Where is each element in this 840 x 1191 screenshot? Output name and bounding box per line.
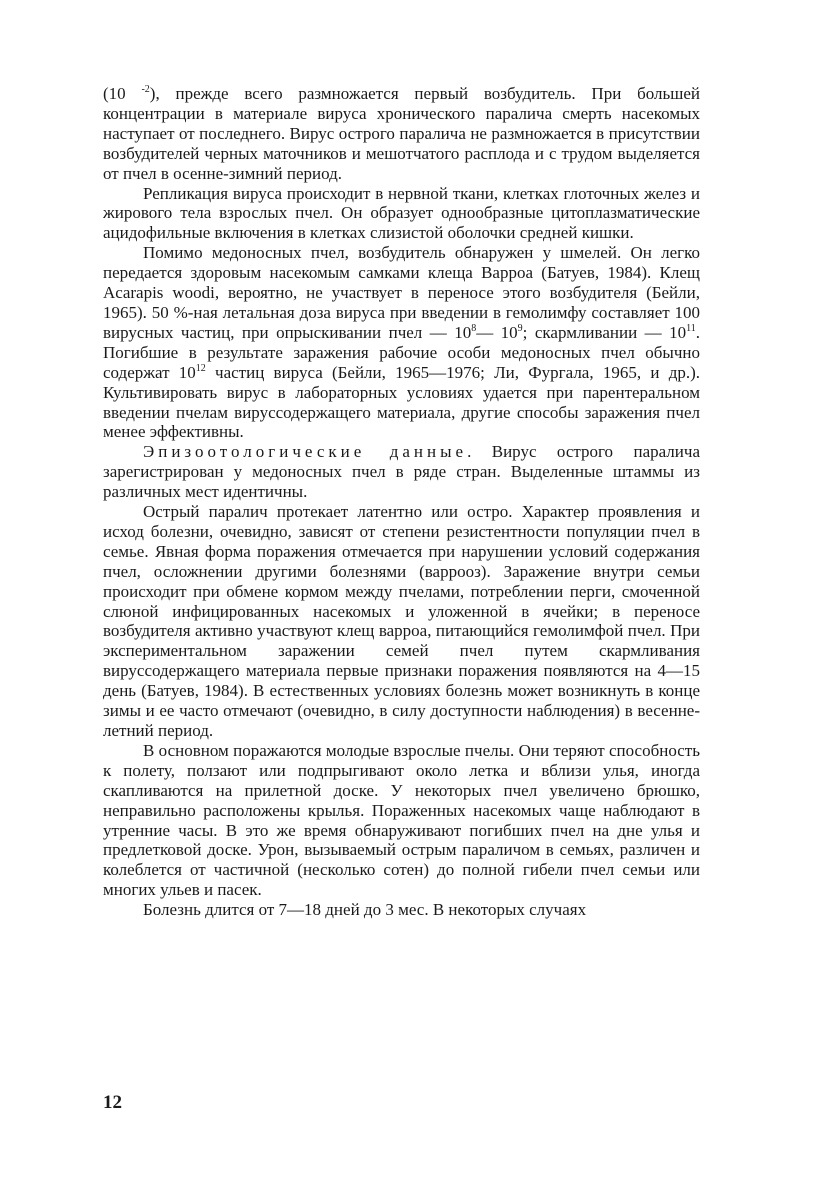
text-run: частиц вируса (Бейли, 1965—1976; Ли, Фургала, 1965, и др.). Культивировать вирус в лабораторных условиях удается при парентеральном введении пчелам вируссодержащего материала, другие способы заражения пчел менее эффективны. — [103, 362, 700, 442]
text-run: Помимо медоносных пчел, возбудитель обнаружен у шмелей. Он легко передается здоровым насекомым самками клеща Варроа (Батуев, 1984). Клещ Acarapis woodi, вероятно, не участвует в переносе этого возбудителя (Бейли, 1965). 50 %-ная летальная доза вируса при введении в гемолимфу составляет 100 вирусных частиц, при опрыскивании пчел — 10 — [103, 243, 700, 342]
text-run: ), прежде всего размножается первый возбудитель. При большей концентрации в материале вируса хронического паралича смерть насекомых наступает от последнего. Вирус острого паралича не размножается в присутствии возбудителей черных маточников и мешотчатого расплода и с трудом выделяется от пчел в осенне-зимний период. — [103, 84, 700, 183]
superscript: 11 — [686, 322, 696, 334]
text-run: (10 — [103, 84, 142, 103]
text-run: Репликация вируса происходит в нервной ткани, клетках глоточных желез и жирового тела взрослых пчел. Он образует однообразные цитоплазматические ацидофильные включения в клетках слизистой оболочки средней кишки. — [103, 183, 700, 243]
text-run: . Вирус острого паралича зарегистрирован у медоносных пчел в ряде стран. Выделенные штаммы из различных мест идентичны. — [103, 442, 700, 502]
paragraph-3 — [103, 243, 700, 442]
superscript: 9 — [517, 322, 523, 334]
paragraph-6 — [103, 741, 700, 900]
text-run: . Погибшие в результате заражения рабочие особи медоносных пчел обычно содержат 10 — [103, 322, 700, 382]
page-text — [103, 84, 700, 920]
text-run: В основном поражаются молодые взрослые пчелы. Они теряют способность к полету, ползают или подпрыгивают около летка и вблизи улья, иногда скапливаются на прилетной доске. У некоторых пчел увеличено брюшко, неправильно расположены крылья. Пораженных насекомых чаще наблюдают в утренние часы. В это же время обнаруживают погибших пчел на дне улья и предлетковой доске. Урон, вызываемый острым параличом в семьях, различен и колеблется от частичной (несколько сотен) до полной гибели пчел семьи или многих ульев и пасек. — [103, 740, 700, 900]
superscript: 8 — [471, 322, 477, 334]
superscript: -2 — [141, 84, 150, 95]
paragraph-4 — [103, 442, 700, 502]
paragraph-2 — [103, 184, 700, 244]
section-heading-inline: Эпизоотологические данные — [143, 442, 468, 462]
paragraph-5 — [103, 502, 700, 741]
text-run: ; скармливании — 10 — [522, 322, 687, 342]
paragraph-7 — [103, 900, 700, 920]
text-run: — 10 — [476, 322, 518, 342]
text-run: Болезнь длится от 7—18 дней до 3 мес. В некоторых случаях — [143, 900, 587, 920]
paragraph-1 — [103, 84, 700, 184]
page-number: 12 — [103, 1092, 122, 1113]
text-run: Острый паралич протекает латентно или остро. Характер проявления и исход болезни, очевидно, зависят от степени резистентности популяции пчел в семье. Явная форма поражения отмечается при нарушении условий содержания пчел, осложнении другими болезнями (варрооз). Заражение внутри семьи происходит при обмене кормом между пчелами, потреблении перги, смоченной слюной инфицированных насекомых и уложенной в ячейки; в переносе возбудителя активно участвуют клещ варроа, питающийся гемолимфой пчел. При экспериментальном заражении семей пчел путем скармливания вируссодержащего материала первые признаки поражения появляются на 4—15 день (Батуев, 1984). В естественных условиях болезнь может возникнуть в конце зимы и ее часто отмечают (очевидно, в силу доступности наблюдения) в весенне-летний период. — [103, 502, 700, 740]
superscript: 12 — [195, 362, 206, 374]
